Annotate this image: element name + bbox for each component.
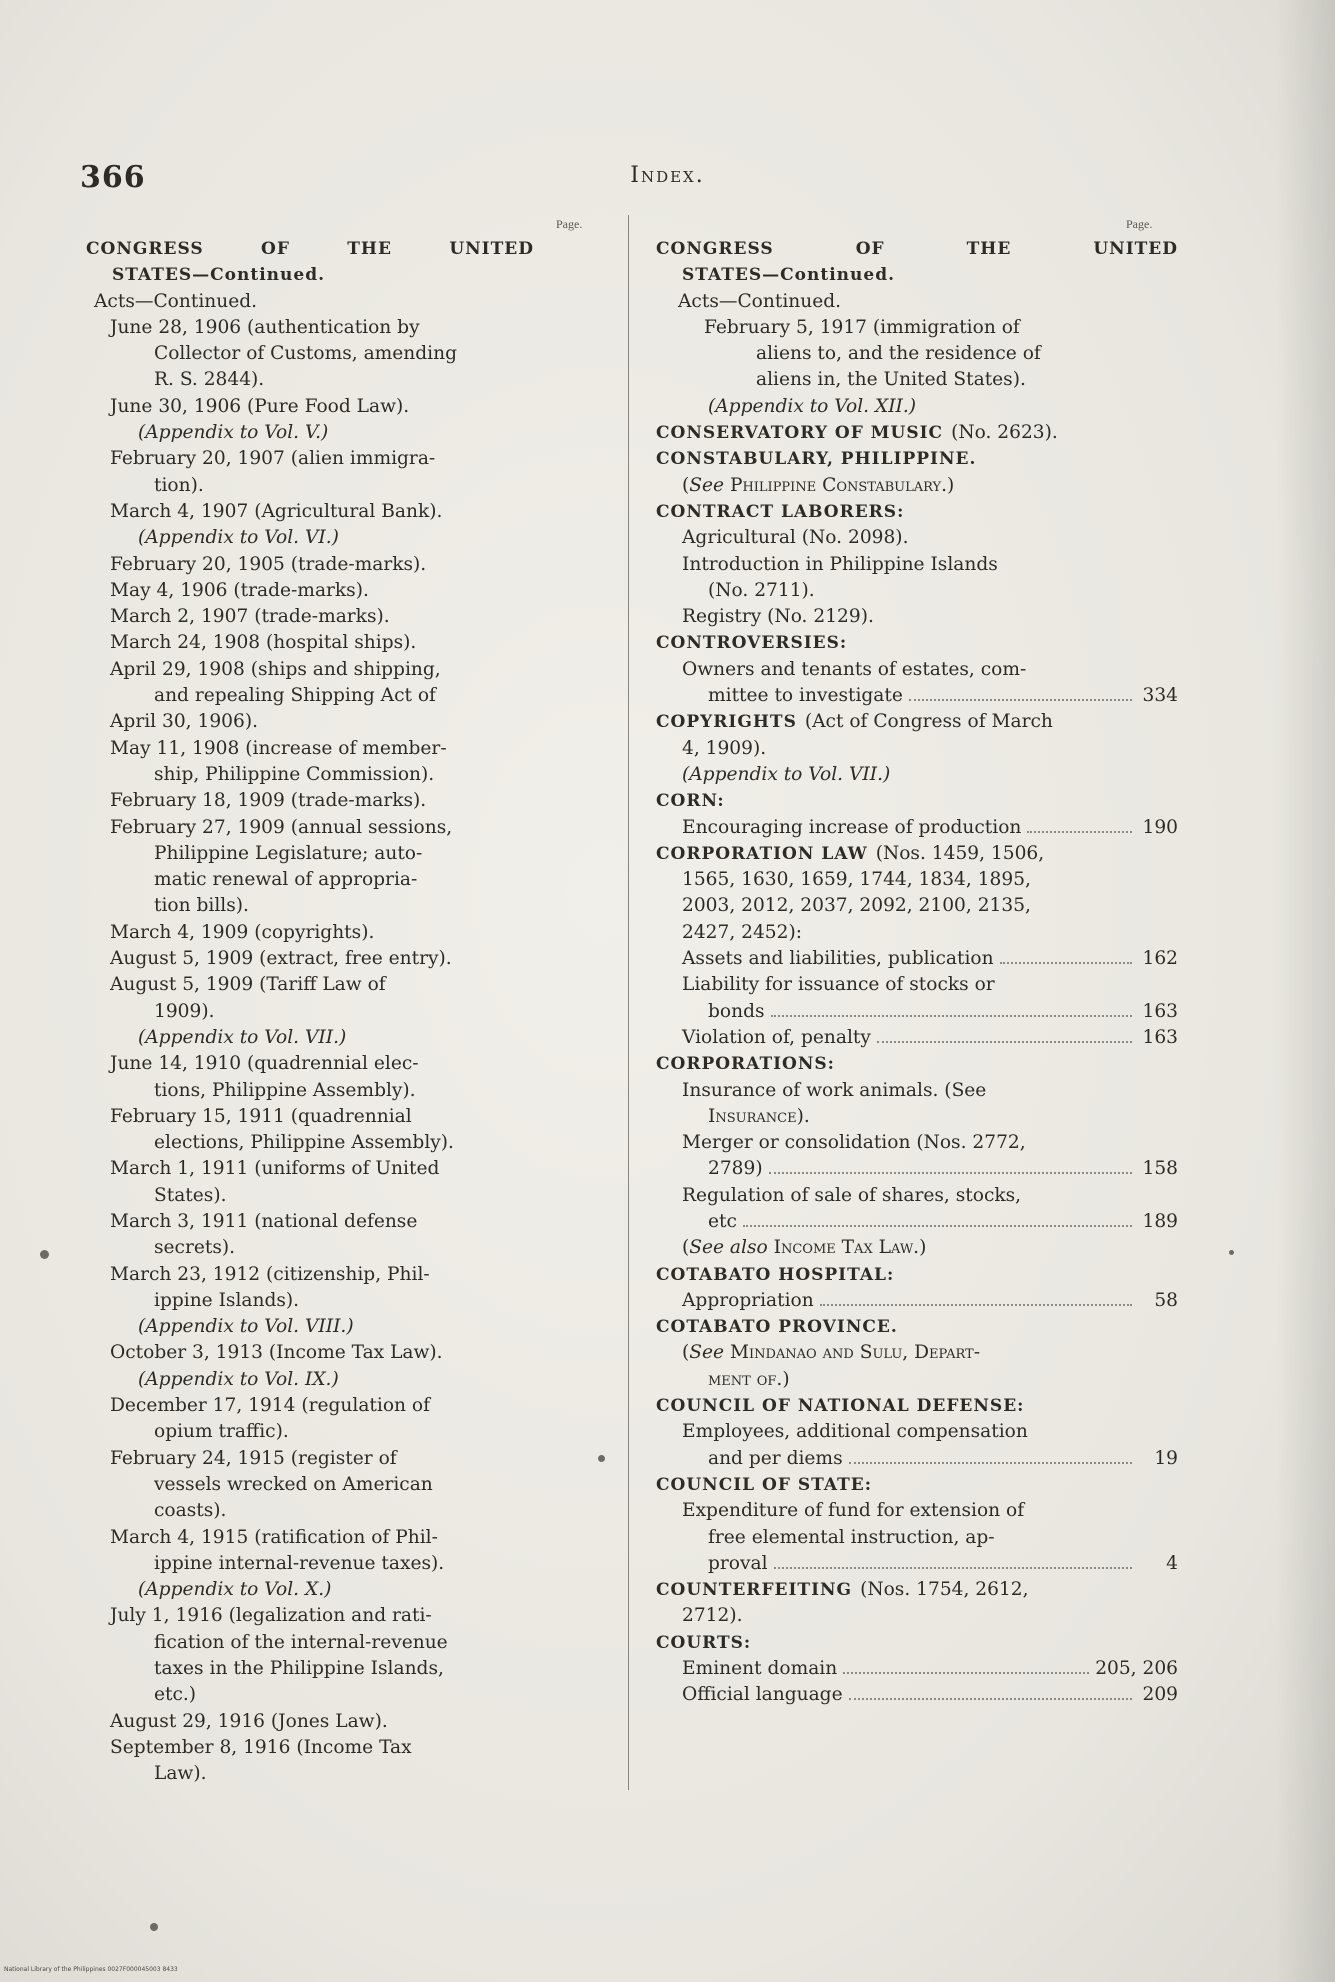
act-line: August 5, 1909 (Tariff Law of: [110, 974, 386, 996]
entry-corn: CORN:: [656, 791, 725, 812]
cross-reference: ( See Mindanao and Sulu, Depart-: [682, 1342, 980, 1364]
dot-leader: [849, 1698, 1132, 1700]
subentry: Liability for issuance of stocks or: [682, 974, 995, 996]
entry-corporations: CORPORATIONS:: [656, 1054, 835, 1075]
dot-leader: [909, 699, 1132, 701]
act-line: March 3, 1911 (national defense: [110, 1210, 418, 1232]
act-line-cont: and repealing Shipping Act of: [154, 685, 436, 707]
act-line-cont: fication of the internal-revenue: [154, 1631, 448, 1653]
cross-reference: ( See Philippine Constabulary. ): [682, 474, 955, 496]
page-ref: 209: [1142, 1684, 1178, 1706]
heading-word: OF: [261, 239, 290, 259]
entry-courts: COURTS:: [656, 1632, 752, 1653]
entry-cont: 4, 1909).: [682, 737, 767, 759]
act-line: October 3, 1913 (Income Tax Law).: [110, 1342, 443, 1364]
act-line: December 17, 1914 (regulation of: [110, 1395, 431, 1417]
subentry-cont: free elemental instruction, ap-: [708, 1526, 995, 1548]
dot-leader: [743, 1225, 1132, 1227]
subentry-acts: Acts—Continued.: [94, 290, 258, 312]
page-number: 366: [80, 160, 146, 195]
dot-leader: [771, 1015, 1132, 1017]
act-line-cont: secrets).: [154, 1237, 236, 1259]
act-line: May 11, 1908 (increase of member-: [110, 737, 447, 759]
dot-leader: [774, 1567, 1132, 1569]
page-ref: 162: [1142, 948, 1178, 970]
act-line-cont: vessels wrecked on American: [154, 1473, 433, 1495]
act-line-cont: Collector of Customs, amending: [154, 343, 458, 365]
subentry: Employees, additional compensation: [682, 1421, 1028, 1443]
entry-cotabato-hospital: COTABATO HOSPITAL:: [656, 1264, 895, 1285]
subentry: Insurance of work animals. (See: [682, 1079, 987, 1101]
subentry-with-page: 2789) 158: [656, 1156, 1178, 1182]
appendix-note: (Appendix to Vol. IX.): [138, 1368, 339, 1390]
act-line: February 5, 1917 (immigration of: [704, 316, 1020, 338]
appendix-note: (Appendix to Vol. VIII.): [138, 1316, 354, 1338]
subentry-with-page: bonds 163: [656, 999, 1178, 1025]
act-line: April 29, 1908 (ships and shipping,: [110, 658, 441, 680]
heading-word: UNITED: [1093, 239, 1178, 259]
act-line: aliens to, and the residence of: [756, 343, 1041, 365]
act-line-cont: tions, Philippine Assembly).: [154, 1079, 416, 1101]
scan-speck: [1229, 1250, 1234, 1255]
entry-cont: 2712).: [682, 1605, 743, 1627]
entry-council-national-defense: COUNCIL OF NATIONAL DEFENSE:: [656, 1396, 1025, 1417]
left-column: [86, 236, 534, 1788]
act-line: March 24, 1908 (hospital ships).: [110, 632, 417, 654]
appendix-note: (Appendix to Vol. VI.): [138, 527, 339, 549]
digitization-stamp: National Library of the Philippines 0027F000045003 8433: [4, 1966, 178, 1973]
entry-cont: 1565, 1630, 1659, 1744, 1834, 1895,: [682, 869, 1031, 891]
entry-controversies: CONTROVERSIES:: [656, 633, 848, 654]
appendix-note: (Appendix to Vol. X.): [138, 1579, 332, 1601]
entry-corporation-law: CORPORATION LAW (Nos. 1459, 1506,: [656, 842, 1045, 864]
scan-speck: [150, 1923, 158, 1931]
act-line-cont: ippine internal-revenue taxes).: [154, 1552, 445, 1574]
act-line: February 20, 1907 (alien immigra-: [110, 448, 436, 470]
entry-cont: 2003, 2012, 2037, 2092, 2100, 2135,: [682, 895, 1031, 917]
act-line-cont: coasts).: [154, 1500, 227, 1522]
act-line-cont: tion bills).: [154, 895, 249, 917]
entry-heading-congress: [656, 236, 1178, 262]
appendix-note: (Appendix to Vol. XII.): [708, 395, 917, 417]
heading-word: THE: [347, 239, 392, 259]
subentry: Expenditure of fund for extension of: [682, 1500, 1025, 1522]
subentry: Agricultural (No. 2098).: [682, 527, 909, 549]
act-line-cont: taxes in the Philippine Islands,: [154, 1658, 444, 1680]
act-line: April 30, 1906).: [110, 711, 258, 733]
page-ref: 189: [1142, 1210, 1178, 1232]
appendix-note: (Appendix to Vol. VII.): [138, 1026, 347, 1048]
subentry: Regulation of sale of shares, stocks,: [682, 1184, 1022, 1206]
right-column-page-label: Page.: [1126, 217, 1153, 231]
page-ref: 163: [1142, 1000, 1178, 1022]
subentry-with-page: Official language 209: [656, 1682, 1178, 1708]
page-ref: 190: [1142, 816, 1178, 838]
cross-reference: ( See also Income Tax Law. ): [682, 1237, 927, 1259]
subentry-with-page: mittee to investigate 334: [656, 683, 1178, 709]
right-column: [656, 236, 1178, 1709]
subentry-with-page: Appropriation 58: [656, 1288, 1178, 1314]
act-line: July 1, 1916 (legalization and rati-: [110, 1605, 432, 1627]
page-ref: 205, 206: [1095, 1658, 1178, 1680]
dot-leader: [843, 1672, 1089, 1674]
dot-leader: [820, 1304, 1132, 1306]
act-line: August 29, 1916 (Jones Law).: [110, 1710, 388, 1732]
entry-heading-congress: [86, 236, 534, 262]
running-title: Index.: [630, 163, 705, 188]
dot-leader: [769, 1172, 1132, 1174]
entry-conservatory: CONSERVATORY OF MUSIC (No. 2623).: [656, 422, 1058, 444]
act-line-cont: Law).: [154, 1763, 207, 1785]
act-line-cont: matic renewal of appropria-: [154, 869, 418, 891]
left-column-page-label: Page.: [556, 217, 583, 231]
act-line: May 4, 1906 (trade-marks).: [110, 579, 369, 601]
dot-leader: [877, 1041, 1132, 1043]
subentry-with-page: proval 4: [656, 1551, 1178, 1577]
act-line: June 14, 1910 (quadrennial elec-: [110, 1053, 419, 1075]
act-line: June 28, 1906 (authentication by: [110, 316, 420, 338]
subentry: Owners and tenants of estates, com-: [682, 658, 1027, 680]
entry-council-of-state: COUNCIL OF STATE:: [656, 1474, 872, 1495]
entry-contract-laborers: CONTRACT LABORERS:: [656, 501, 905, 522]
subentry-acts: Acts—Continued.: [678, 290, 842, 312]
subentry-with-page: Violation of, penalty 163: [656, 1025, 1178, 1051]
scan-speck: [40, 1250, 49, 1259]
act-line-cont: etc.): [154, 1684, 197, 1706]
act-line: June 30, 1906 (Pure Food Law).: [110, 395, 410, 417]
appendix-note: (Appendix to Vol. VII.): [682, 763, 891, 785]
subentry-with-page: Encouraging increase of production 190: [656, 815, 1178, 841]
act-line: March 4, 1907 (Agricultural Bank).: [110, 500, 443, 522]
column-divider: [628, 215, 629, 1790]
entry-heading-continued: STATES—Continued.: [682, 265, 896, 286]
heading-word: UNITED: [449, 239, 534, 259]
act-line-cont: tion).: [154, 474, 204, 496]
act-line-cont: Philippine Legislature; auto-: [154, 842, 423, 864]
page-edge-shadow: [1275, 0, 1335, 1982]
subentry-with-page: and per diems 19: [656, 1446, 1178, 1472]
act-line: March 4, 1909 (copyrights).: [110, 921, 375, 943]
subentry: Merger or consolidation (Nos. 2772,: [682, 1132, 1026, 1154]
acts-list: [86, 315, 534, 1788]
page-ref: 19: [1154, 1447, 1178, 1469]
act-line: March 2, 1907 (trade-marks).: [110, 606, 390, 628]
act-line: February 18, 1909 (trade-marks).: [110, 790, 427, 812]
subentry-with-page: etc 189: [656, 1209, 1178, 1235]
subentry: Registry (No. 2129).: [682, 606, 874, 628]
heading-word: CONGRESS: [86, 239, 204, 259]
heading-word: CONGRESS: [656, 239, 774, 259]
act-line-cont: R. S. 2844).: [154, 369, 265, 391]
cross-reference-cont: ment of. ): [708, 1368, 790, 1390]
page-ref: 158: [1142, 1158, 1178, 1180]
entry-constabulary: CONSTABULARY, PHILIPPINE.: [656, 449, 977, 470]
act-line: February 15, 1911 (quadrennial: [110, 1105, 412, 1127]
dot-leader: [1027, 831, 1132, 833]
scan-speck: [598, 1455, 605, 1462]
act-line-cont: States).: [154, 1184, 227, 1206]
entry-cotabato-province: COTABATO PROVINCE.: [656, 1317, 898, 1338]
entry-heading-continued: STATES—Continued.: [112, 265, 326, 286]
act-line-cont: elections, Philippine Assembly).: [154, 1132, 454, 1154]
subentry: Introduction in Philippine Islands: [682, 553, 998, 575]
act-line: February 20, 1905 (trade-marks).: [110, 553, 427, 575]
act-line: March 4, 1915 (ratification of Phil-: [110, 1526, 438, 1548]
act-line: September 8, 1916 (Income Tax: [110, 1736, 412, 1758]
heading-word: THE: [966, 239, 1012, 259]
dot-leader: [849, 1462, 1132, 1464]
page-ref: 58: [1154, 1289, 1178, 1311]
entry-copyrights: COPYRIGHTS (Act of Congress of March: [656, 711, 1053, 733]
dot-leader: [1000, 962, 1132, 964]
act-line-cont: opium traffic).: [154, 1421, 289, 1443]
entry-counterfeiting: COUNTERFEITING (Nos. 1754, 2612,: [656, 1579, 1029, 1601]
act-line-cont: ippine Islands).: [154, 1289, 300, 1311]
subentry-with-page: Eminent domain 205, 206: [656, 1656, 1178, 1682]
act-line: February 27, 1909 (annual sessions,: [110, 816, 453, 838]
appendix-note: (Appendix to Vol. V.): [138, 422, 329, 444]
act-line: February 24, 1915 (register of: [110, 1447, 397, 1469]
act-line-cont: 1909).: [154, 1000, 215, 1022]
page-ref: 163: [1142, 1026, 1178, 1048]
heading-word: OF: [855, 239, 885, 259]
entry-cont: 2427, 2452):: [682, 921, 802, 943]
subentry-cont: Insurance).: [708, 1105, 810, 1127]
page-ref: 4: [1166, 1552, 1178, 1574]
act-line: March 23, 1912 (citizenship, Phil-: [110, 1263, 430, 1285]
act-line-cont: ship, Philippine Commission).: [154, 763, 435, 785]
subentry-with-page: Assets and liabilities, publication 162: [656, 946, 1178, 972]
act-line: aliens in, the United States).: [756, 369, 1026, 391]
subentry-cont: (No. 2711).: [708, 579, 815, 601]
page-ref: 334: [1142, 685, 1178, 707]
act-line: March 1, 1911 (uniforms of United: [110, 1158, 440, 1180]
act-line: August 5, 1909 (extract, free entry).: [110, 948, 452, 970]
